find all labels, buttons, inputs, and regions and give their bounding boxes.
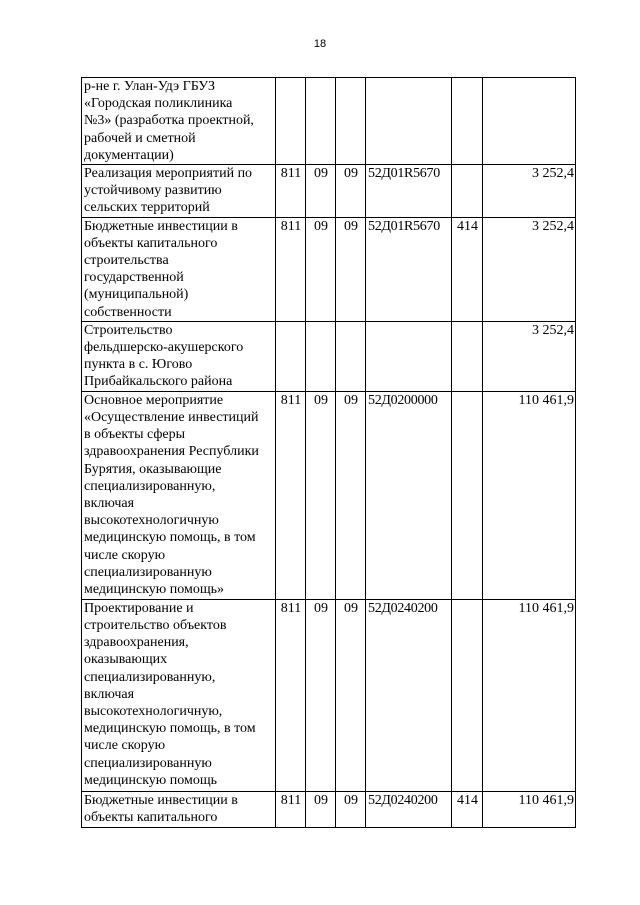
section-cell: 09 [306,165,336,218]
subsection-cell: 09 [336,791,366,827]
table-row [82,217,576,321]
subsection-cell: 09 [336,599,366,791]
grbs-cell [276,78,306,165]
grbs-cell: 811 [276,165,306,218]
section-cell: 09 [306,791,336,827]
row-name-cell: Бюджетные инвестиции в объекты капитального [82,791,276,827]
amount-cell: 3 252,4 [483,217,576,321]
target-article-cell: 52Д01R5670 [366,217,452,321]
section-cell: 09 [306,217,336,321]
table-row [82,321,576,391]
table-row [82,165,576,218]
expense-type-cell [452,165,483,218]
amount-cell: 110 461,9 [483,391,576,599]
grbs-cell [276,321,306,391]
subsection-cell: 09 [336,217,366,321]
expense-type-cell [452,391,483,599]
row-name-cell: Проектирование и строительство объектов здравоохранения, оказывающих специализированную, включая высокотехнологичную, медицинскую помощь, в том числе скорую специализированную медицинскую помощь [82,599,276,791]
target-article-cell: 52Д01R5670 [366,165,452,218]
target-article-cell [366,321,452,391]
subsection-cell: 09 [336,391,366,599]
table-row [82,791,576,827]
grbs-cell: 811 [276,599,306,791]
subsection-cell [336,78,366,165]
table-row [82,599,576,791]
budget-table-body [82,78,576,828]
target-article-cell: 52Д0240200 [366,599,452,791]
expense-type-cell: 414 [452,217,483,321]
grbs-cell: 811 [276,217,306,321]
grbs-cell: 811 [276,791,306,827]
amount-cell: 110 461,9 [483,791,576,827]
subsection-cell [336,321,366,391]
subsection-cell: 09 [336,165,366,218]
section-cell: 09 [306,391,336,599]
row-name-cell: р-не г. Улан-Удэ ГБУЗ «Городская поликлиника №3» (разработка проектной, рабочей и сметной документации) [82,78,276,165]
row-name-cell: Строительство фельдшерско-акушерского пункта в с. Югово Прибайкальского района [82,321,276,391]
target-article-cell: 52Д0240200 [366,791,452,827]
expense-type-cell [452,599,483,791]
expense-type-cell [452,78,483,165]
amount-cell: 3 252,4 [483,321,576,391]
section-cell: 09 [306,599,336,791]
row-name-cell: Основное мероприятие «Осуществление инвестиций в объекты сферы здравоохранения Республики Бурятия, оказывающие специализированную, включая высокотехнологичную медицинскую помощь, в том числе скорую специализированную медицинскую помощь» [82,391,276,599]
section-cell [306,321,336,391]
amount-cell: 110 461,9 [483,599,576,791]
amount-cell [483,78,576,165]
table-row [82,78,576,165]
expense-type-cell: 414 [452,791,483,827]
target-article-cell: 52Д0200000 [366,391,452,599]
row-name-cell: Реализация мероприятий по устойчивому развитию сельских территорий [82,165,276,218]
table-row [82,391,576,599]
page-number: 18 [313,38,327,50]
budget-table [81,77,576,828]
row-name-cell: Бюджетные инвестиции в объекты капитального строительства государственной (муниципальной) собственности [82,217,276,321]
target-article-cell [366,78,452,165]
amount-cell: 3 252,4 [483,165,576,218]
expense-type-cell [452,321,483,391]
section-cell [306,78,336,165]
grbs-cell: 811 [276,391,306,599]
